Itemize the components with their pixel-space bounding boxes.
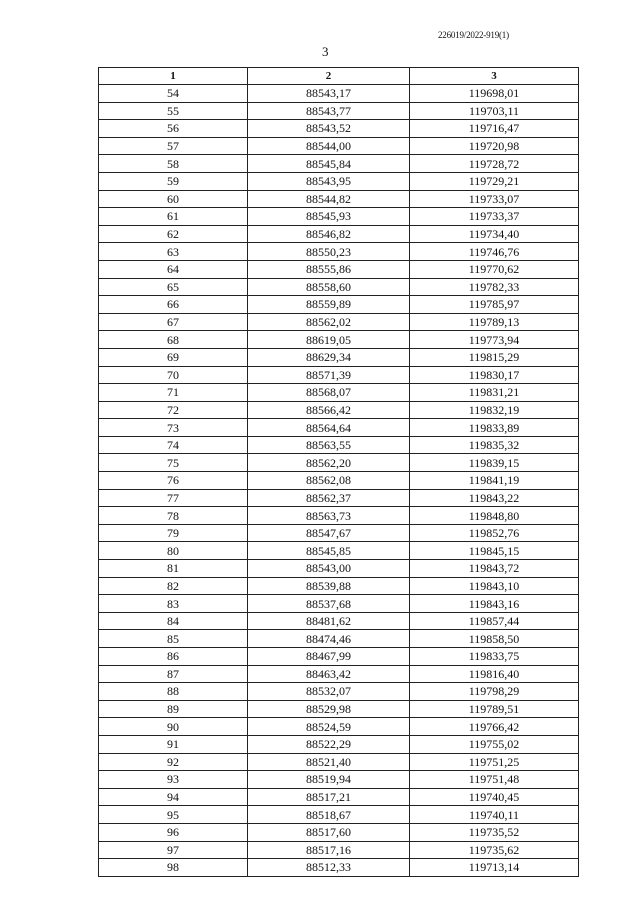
y-coordinate-cell: 119734,40 [410, 225, 579, 243]
y-coordinate-cell: 119843,22 [410, 489, 579, 507]
column-header-2: 2 [248, 68, 410, 85]
point-number-cell: 98 [99, 859, 248, 877]
x-coordinate-cell: 88559,89 [248, 296, 410, 314]
x-coordinate-cell: 88539,88 [248, 577, 410, 595]
x-coordinate-cell: 88545,84 [248, 155, 410, 173]
point-number-cell: 70 [99, 366, 248, 384]
table-row [99, 735, 579, 753]
table-row [99, 577, 579, 595]
point-number-cell: 94 [99, 788, 248, 806]
y-coordinate-cell: 119770,62 [410, 260, 579, 278]
table-row [99, 560, 579, 578]
y-coordinate-cell: 119789,51 [410, 700, 579, 718]
table-row [99, 313, 579, 331]
coordinates-table [98, 67, 579, 877]
table-row [99, 260, 579, 278]
x-coordinate-cell: 88564,64 [248, 419, 410, 437]
point-number-cell: 85 [99, 630, 248, 648]
x-coordinate-cell: 88543,00 [248, 560, 410, 578]
point-number-cell: 84 [99, 612, 248, 630]
point-number-cell: 93 [99, 771, 248, 789]
x-coordinate-cell: 88562,37 [248, 489, 410, 507]
point-number-cell: 56 [99, 120, 248, 138]
table-header-row [99, 68, 579, 85]
point-number-cell: 86 [99, 648, 248, 666]
y-coordinate-cell: 119789,13 [410, 313, 579, 331]
table-row [99, 419, 579, 437]
x-coordinate-cell: 88544,82 [248, 190, 410, 208]
point-number-cell: 92 [99, 753, 248, 771]
y-coordinate-cell: 119782,33 [410, 278, 579, 296]
y-coordinate-cell: 119858,50 [410, 630, 579, 648]
x-coordinate-cell: 88474,46 [248, 630, 410, 648]
table-row [99, 401, 579, 419]
table-row [99, 208, 579, 226]
point-number-cell: 66 [99, 296, 248, 314]
y-coordinate-cell: 119698,01 [410, 85, 579, 103]
table-row [99, 366, 579, 384]
page-number: 3 [322, 44, 329, 59]
y-coordinate-cell: 119751,25 [410, 753, 579, 771]
x-coordinate-cell: 88562,02 [248, 313, 410, 331]
point-number-cell: 64 [99, 260, 248, 278]
point-number-cell: 74 [99, 436, 248, 454]
point-number-cell: 90 [99, 718, 248, 736]
point-number-cell: 57 [99, 137, 248, 155]
x-coordinate-cell: 88517,16 [248, 841, 410, 859]
table-row [99, 155, 579, 173]
table-row [99, 331, 579, 349]
y-coordinate-cell: 119729,21 [410, 172, 579, 190]
document-id: 226019/2022-919(1) [438, 30, 509, 40]
y-coordinate-cell: 119751,48 [410, 771, 579, 789]
table-row [99, 436, 579, 454]
y-coordinate-cell: 119843,16 [410, 595, 579, 613]
point-number-cell: 77 [99, 489, 248, 507]
x-coordinate-cell: 88481,62 [248, 612, 410, 630]
table-row [99, 190, 579, 208]
table-row [99, 348, 579, 366]
x-coordinate-cell: 88545,85 [248, 542, 410, 560]
point-number-cell: 72 [99, 401, 248, 419]
y-coordinate-cell: 119831,21 [410, 384, 579, 402]
x-coordinate-cell: 88563,73 [248, 507, 410, 525]
y-coordinate-cell: 119735,52 [410, 823, 579, 841]
y-coordinate-cell: 119852,76 [410, 524, 579, 542]
table-row [99, 771, 579, 789]
y-coordinate-cell: 119755,02 [410, 735, 579, 753]
table-row [99, 753, 579, 771]
table-row [99, 665, 579, 683]
table-row [99, 788, 579, 806]
y-coordinate-cell: 119716,47 [410, 120, 579, 138]
x-coordinate-cell: 88566,42 [248, 401, 410, 419]
point-number-cell: 75 [99, 454, 248, 472]
column-header-1: 1 [99, 68, 248, 85]
column-header-3: 3 [410, 68, 579, 85]
y-coordinate-cell: 119816,40 [410, 665, 579, 683]
x-coordinate-cell: 88563,55 [248, 436, 410, 454]
point-number-cell: 96 [99, 823, 248, 841]
point-number-cell: 76 [99, 472, 248, 490]
y-coordinate-cell: 119839,15 [410, 454, 579, 472]
table-row [99, 648, 579, 666]
y-coordinate-cell: 119773,94 [410, 331, 579, 349]
x-coordinate-cell: 88522,29 [248, 735, 410, 753]
y-coordinate-cell: 119832,19 [410, 401, 579, 419]
table-row [99, 841, 579, 859]
x-coordinate-cell: 88519,94 [248, 771, 410, 789]
table-row [99, 454, 579, 472]
y-coordinate-cell: 119703,11 [410, 102, 579, 120]
table-row [99, 472, 579, 490]
y-coordinate-cell: 119843,10 [410, 577, 579, 595]
table-row [99, 120, 579, 138]
point-number-cell: 67 [99, 313, 248, 331]
y-coordinate-cell: 119766,42 [410, 718, 579, 736]
y-coordinate-cell: 119841,19 [410, 472, 579, 490]
x-coordinate-cell: 88512,33 [248, 859, 410, 877]
x-coordinate-cell: 88463,42 [248, 665, 410, 683]
y-coordinate-cell: 119848,80 [410, 507, 579, 525]
x-coordinate-cell: 88537,68 [248, 595, 410, 613]
table-row [99, 524, 579, 542]
y-coordinate-cell: 119785,97 [410, 296, 579, 314]
point-number-cell: 61 [99, 208, 248, 226]
x-coordinate-cell: 88547,67 [248, 524, 410, 542]
y-coordinate-cell: 119740,45 [410, 788, 579, 806]
y-coordinate-cell: 119720,98 [410, 137, 579, 155]
x-coordinate-cell: 88619,05 [248, 331, 410, 349]
point-number-cell: 58 [99, 155, 248, 173]
table-row [99, 630, 579, 648]
point-number-cell: 89 [99, 700, 248, 718]
y-coordinate-cell: 119798,29 [410, 683, 579, 701]
point-number-cell: 81 [99, 560, 248, 578]
table-body [99, 85, 579, 877]
x-coordinate-cell: 88529,98 [248, 700, 410, 718]
x-coordinate-cell: 88546,82 [248, 225, 410, 243]
x-coordinate-cell: 88524,59 [248, 718, 410, 736]
x-coordinate-cell: 88629,34 [248, 348, 410, 366]
x-coordinate-cell: 88558,60 [248, 278, 410, 296]
y-coordinate-cell: 119746,76 [410, 243, 579, 261]
point-number-cell: 71 [99, 384, 248, 402]
table-row [99, 172, 579, 190]
x-coordinate-cell: 88543,17 [248, 85, 410, 103]
point-number-cell: 60 [99, 190, 248, 208]
y-coordinate-cell: 119740,11 [410, 806, 579, 824]
y-coordinate-cell: 119735,62 [410, 841, 579, 859]
point-number-cell: 63 [99, 243, 248, 261]
x-coordinate-cell: 88518,67 [248, 806, 410, 824]
x-coordinate-cell: 88545,93 [248, 208, 410, 226]
x-coordinate-cell: 88517,21 [248, 788, 410, 806]
point-number-cell: 62 [99, 225, 248, 243]
point-number-cell: 83 [99, 595, 248, 613]
table-row [99, 806, 579, 824]
table-row [99, 859, 579, 877]
x-coordinate-cell: 88562,08 [248, 472, 410, 490]
x-coordinate-cell: 88543,77 [248, 102, 410, 120]
y-coordinate-cell: 119728,72 [410, 155, 579, 173]
table-row [99, 612, 579, 630]
point-number-cell: 97 [99, 841, 248, 859]
point-number-cell: 95 [99, 806, 248, 824]
table-row [99, 823, 579, 841]
table-row [99, 595, 579, 613]
table-row [99, 700, 579, 718]
x-coordinate-cell: 88517,60 [248, 823, 410, 841]
table-row [99, 278, 579, 296]
x-coordinate-cell: 88562,20 [248, 454, 410, 472]
x-coordinate-cell: 88555,86 [248, 260, 410, 278]
point-number-cell: 68 [99, 331, 248, 349]
point-number-cell: 54 [99, 85, 248, 103]
table-row [99, 718, 579, 736]
point-number-cell: 78 [99, 507, 248, 525]
x-coordinate-cell: 88467,99 [248, 648, 410, 666]
table-row [99, 542, 579, 560]
y-coordinate-cell: 119835,32 [410, 436, 579, 454]
table-row [99, 507, 579, 525]
y-coordinate-cell: 119857,44 [410, 612, 579, 630]
y-coordinate-cell: 119830,17 [410, 366, 579, 384]
y-coordinate-cell: 119845,15 [410, 542, 579, 560]
point-number-cell: 55 [99, 102, 248, 120]
table-row [99, 296, 579, 314]
table-row [99, 243, 579, 261]
table-row [99, 137, 579, 155]
point-number-cell: 73 [99, 419, 248, 437]
table-row [99, 102, 579, 120]
y-coordinate-cell: 119843,72 [410, 560, 579, 578]
table-row [99, 225, 579, 243]
table-row [99, 85, 579, 103]
point-number-cell: 80 [99, 542, 248, 560]
y-coordinate-cell: 119733,37 [410, 208, 579, 226]
x-coordinate-cell: 88544,00 [248, 137, 410, 155]
point-number-cell: 79 [99, 524, 248, 542]
point-number-cell: 87 [99, 665, 248, 683]
x-coordinate-cell: 88521,40 [248, 753, 410, 771]
point-number-cell: 91 [99, 735, 248, 753]
x-coordinate-cell: 88543,52 [248, 120, 410, 138]
point-number-cell: 69 [99, 348, 248, 366]
y-coordinate-cell: 119833,75 [410, 648, 579, 666]
y-coordinate-cell: 119733,07 [410, 190, 579, 208]
point-number-cell: 82 [99, 577, 248, 595]
point-number-cell: 65 [99, 278, 248, 296]
table-row [99, 683, 579, 701]
table-row [99, 489, 579, 507]
y-coordinate-cell: 119713,14 [410, 859, 579, 877]
point-number-cell: 59 [99, 172, 248, 190]
y-coordinate-cell: 119833,89 [410, 419, 579, 437]
point-number-cell: 88 [99, 683, 248, 701]
x-coordinate-cell: 88568,07 [248, 384, 410, 402]
table-row [99, 384, 579, 402]
x-coordinate-cell: 88532,07 [248, 683, 410, 701]
y-coordinate-cell: 119815,29 [410, 348, 579, 366]
x-coordinate-cell: 88571,39 [248, 366, 410, 384]
x-coordinate-cell: 88543,95 [248, 172, 410, 190]
x-coordinate-cell: 88550,23 [248, 243, 410, 261]
